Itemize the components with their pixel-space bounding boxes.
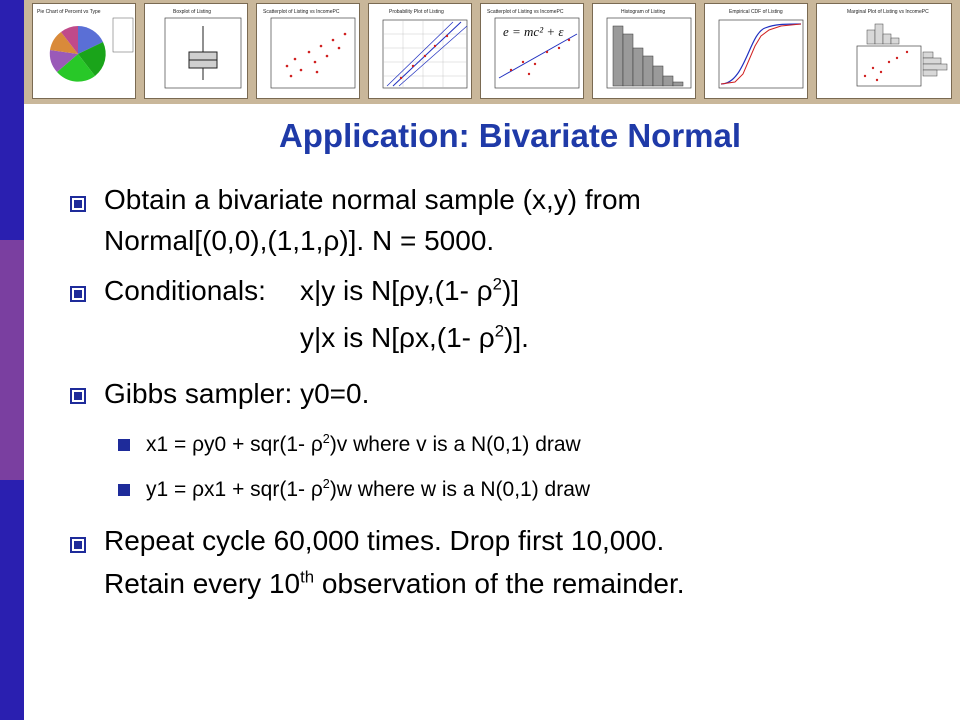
bullet-4-line-2: Retain every 10th observation of the remainder. bbox=[104, 567, 685, 599]
bullet-marker bbox=[70, 286, 86, 302]
bullet-1-line-1: Obtain a bivariate normal sample (x,y) from bbox=[104, 184, 641, 215]
thumb-title: Pie Chart of Percent vs Type bbox=[37, 9, 101, 15]
bullet-2-line-1: x|y is N[ρy,(1- $\rho^2$)] bbox=[300, 274, 520, 306]
sub-bullet-marker bbox=[118, 484, 130, 496]
sub-bullet-marker bbox=[118, 439, 130, 451]
sub-bullet-2: y1 = ρx1 + sqr(1- $\rho^2)w$ where w is a N(0,1) draw bbox=[146, 477, 591, 501]
thumbnail-pie-chart bbox=[32, 3, 136, 99]
thumb-title: Histogram of Listing bbox=[621, 9, 666, 15]
thumb-title: Probability Plot of Listing bbox=[389, 9, 444, 15]
thumbnail-marginal-plot bbox=[816, 3, 952, 99]
left-bar-segment-middle bbox=[0, 240, 24, 480]
thumbnail-boxplot bbox=[144, 3, 248, 99]
bullet-marker bbox=[70, 537, 86, 553]
thumbnail-empirical-cdf bbox=[704, 3, 808, 99]
bullet-1-line-2: Normal[(0,0),(1,1,ρ)]. N = 5000. bbox=[104, 225, 495, 256]
thumb-title: Scatterplot of Listing vs IncomePC bbox=[263, 9, 340, 15]
thumb-formula: e = mc² + ε bbox=[503, 24, 564, 39]
thumbnail-histogram bbox=[592, 3, 696, 99]
left-accent-bar bbox=[0, 0, 24, 720]
bullet-2-line-2: y|x is N[ρx,(1- $\rho^2$)]. bbox=[300, 321, 529, 353]
slide-title: Application: Bivariate Normal bbox=[278, 117, 742, 154]
bullet-2-label: Conditionals: bbox=[104, 275, 266, 306]
thumb-title: Boxplot of Listing bbox=[173, 9, 212, 15]
bullet-4-line-1: Repeat cycle 60,000 times. Drop first 10,000. bbox=[104, 525, 665, 556]
bullet-marker bbox=[70, 388, 86, 404]
thumbnail-probability-plot bbox=[368, 3, 472, 99]
sub-bullet-1: x1 = ρy0 + sqr(1- $\rho^2)v$ where v is a N(0,1) draw bbox=[146, 432, 581, 456]
thumbnail-strip bbox=[24, 0, 960, 104]
thumb-title: Marginal Plot of Listing vs IncomePC bbox=[847, 9, 929, 15]
thumb-title: Empirical CDF of Listing bbox=[729, 9, 783, 15]
bullet-marker bbox=[70, 196, 86, 212]
bullet-3-text: Gibbs sampler: y0=0. bbox=[104, 378, 370, 409]
thumbnail-scatterplot bbox=[256, 3, 360, 99]
left-bar-segment-bottom bbox=[0, 480, 24, 720]
thumbnail-formula-scatter bbox=[480, 3, 584, 99]
thumb-title: Scatterplot of Listing vs IncomePC bbox=[487, 9, 564, 15]
